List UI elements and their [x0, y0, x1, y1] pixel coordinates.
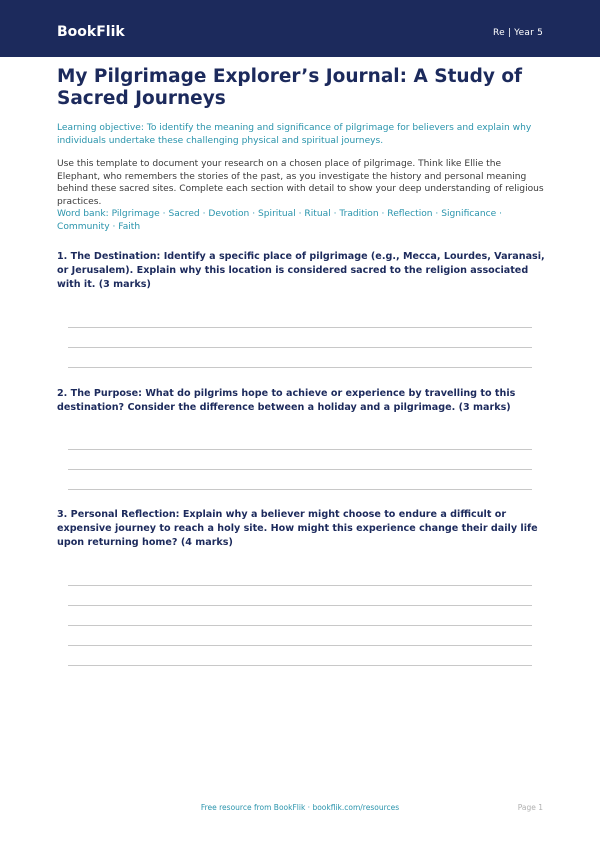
answer-line[interactable]: [68, 469, 532, 470]
page-number: Page 1: [517, 803, 543, 812]
header-bar: [0, 0, 600, 57]
question-2: 2. The Purpose: What do pilgrims hope to achieve or experience by travelling to this destination? Consider the difference between a holiday and a pilgrimage. (3 marks): [57, 388, 516, 413]
answer-line[interactable]: [68, 645, 532, 646]
answer-line[interactable]: [68, 489, 532, 490]
word-bank: Word bank: Pilgrimage · Sacred · Devotion · Spiritual · Ritual · Tradition · Reflection · Significance · Community · Faith: [57, 209, 503, 232]
answer-line[interactable]: [68, 625, 532, 626]
answer-line[interactable]: [68, 347, 532, 348]
question-3: 3. Personal Reflection: Explain why a believer might choose to endure a difficult or expensive journey to reach a holy site. How might this experience change their daily life upon returning home? (4 marks): [57, 509, 538, 548]
subject-year-label: Re | Year 5: [493, 28, 543, 38]
intro-paragraph: Use this template to document your research on a chosen place of pilgrimage. Think like Ellie the Elephant, who remembers the stories of the past, as you investigate the history and personal meaning behind these sacred sites. Complete each section with detail to show your deep understanding of religious practices.: [57, 159, 544, 207]
answer-line[interactable]: [68, 327, 532, 328]
question-1: 1. The Destination: Identify a specific place of pilgrimage (e.g., Mecca, Lourdes, Varanasi, or Jerusalem). Explain why this location is considered sacred to the religion associated with it. (3 marks): [57, 251, 545, 290]
answer-line[interactable]: [68, 605, 532, 606]
answer-line[interactable]: [68, 367, 532, 368]
answer-line[interactable]: [68, 665, 532, 666]
footer-resource-link[interactable]: Free resource from BookFlik · bookflik.com/resources: [200, 803, 400, 812]
brand-logo-text[interactable]: BookFlik: [57, 24, 125, 40]
learning-objective: Learning objective: To identify the meaning and significance of pilgrimage for believers and explain why individuals undertake these challenging physical and spiritual journeys.: [57, 123, 532, 146]
answer-line[interactable]: [68, 449, 532, 450]
page-title: My Pilgrimage Explorer’s Journal: A Study of Sacred Journeys: [57, 66, 523, 109]
answer-line[interactable]: [68, 585, 532, 586]
